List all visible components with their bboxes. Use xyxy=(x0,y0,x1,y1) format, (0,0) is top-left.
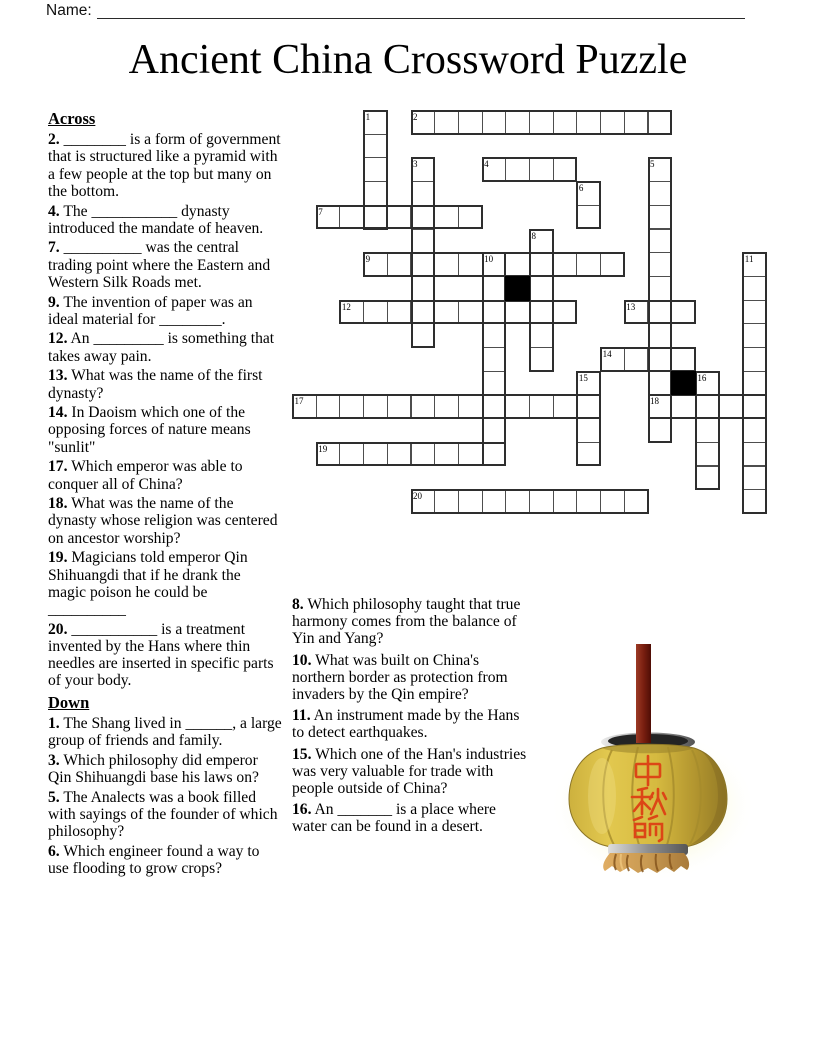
cell-number: 15 xyxy=(578,372,588,383)
grid-cell[interactable] xyxy=(742,347,767,372)
grid-cell[interactable] xyxy=(600,489,625,514)
clue-2: 2. ________ is a form of government that is structured like a pyramid with a few people at the top but many on the bottom. xyxy=(48,131,281,200)
cell-number: 3 xyxy=(413,159,418,170)
grid-cell[interactable] xyxy=(339,205,364,230)
grid-cell[interactable] xyxy=(363,252,388,277)
grid-cell[interactable] xyxy=(742,300,767,325)
grid-cell[interactable] xyxy=(434,110,459,135)
grid-cell[interactable] xyxy=(553,394,578,419)
grid-cell[interactable] xyxy=(742,252,767,277)
grid-cell[interactable] xyxy=(482,110,507,135)
clue-1: 1. The Shang lived in ______, a large group of friends and family. xyxy=(48,714,282,749)
page-title: Ancient China Crossword Puzzle xyxy=(128,37,688,83)
grid-cell[interactable] xyxy=(553,489,578,514)
grid-cell[interactable] xyxy=(576,418,601,443)
grid-cell[interactable] xyxy=(695,418,720,443)
cell-number: 4 xyxy=(484,159,489,170)
grid-cell[interactable] xyxy=(434,489,459,514)
grid-cell[interactable] xyxy=(482,371,507,396)
grid-cell[interactable] xyxy=(553,300,578,325)
grid-cell[interactable] xyxy=(411,394,436,419)
grid-cell[interactable] xyxy=(742,276,767,301)
grid-cell[interactable] xyxy=(576,489,601,514)
grid-cell[interactable] xyxy=(482,276,507,301)
cell-number: 12 xyxy=(341,301,351,312)
clue-9: 9. The invention of paper was an ideal material for ________. xyxy=(48,293,253,328)
grid-cell[interactable] xyxy=(482,252,507,277)
grid-cell[interactable] xyxy=(411,489,436,514)
grid-cell[interactable] xyxy=(529,157,554,182)
left-clue-column xyxy=(48,110,282,880)
grid-cell[interactable] xyxy=(648,252,673,277)
grid-cell[interactable] xyxy=(458,300,483,325)
name-label: Name: xyxy=(46,2,92,19)
grid-cell[interactable] xyxy=(505,394,530,419)
cell-number: 14 xyxy=(602,349,612,359)
grid-cell[interactable] xyxy=(458,252,483,277)
grid-cell[interactable] xyxy=(339,394,364,419)
grid-cell[interactable] xyxy=(576,205,601,230)
grid-cell[interactable] xyxy=(576,371,601,396)
across-heading: Across xyxy=(48,109,96,128)
grid-cell[interactable] xyxy=(411,205,436,230)
grid-cell[interactable] xyxy=(648,418,673,443)
grid-cell[interactable] xyxy=(742,442,767,467)
cell-number: 13 xyxy=(626,301,636,312)
grid-cell[interactable] xyxy=(553,110,578,135)
cell-number: 11 xyxy=(744,254,754,265)
grid-cell[interactable] xyxy=(576,394,601,419)
grid-cell[interactable] xyxy=(695,394,720,419)
grid-cell[interactable] xyxy=(648,371,673,396)
cell-number: 16 xyxy=(697,372,707,383)
clue-8: 8. Which philosophy taught that true harmony comes from the balance of Yin and Yang? xyxy=(292,596,521,648)
cell-number: 1 xyxy=(365,112,371,122)
across-clue-list xyxy=(48,131,282,689)
grid-cell[interactable] xyxy=(458,489,483,514)
lantern-stick xyxy=(636,644,651,743)
grid-cell[interactable] xyxy=(316,394,341,419)
grid-cell[interactable] xyxy=(671,347,696,372)
grid-cell[interactable] xyxy=(529,229,554,254)
cell-number: 2 xyxy=(413,112,418,122)
grid-cell[interactable] xyxy=(671,300,696,325)
grid-cell[interactable] xyxy=(458,205,483,230)
lantern-illustration xyxy=(550,638,780,888)
clue-10: 10. What was built on China's northern border as protection from invaders by the Qin empire? xyxy=(292,651,508,704)
grid-cell[interactable] xyxy=(434,394,459,419)
grid-cell[interactable] xyxy=(742,371,767,396)
clue-11: 11. An instrument made by the Hans to detect earthquakes. xyxy=(292,707,520,742)
grid-cell[interactable] xyxy=(482,157,507,182)
cell-number: 20 xyxy=(413,491,422,502)
grid-cell[interactable] xyxy=(648,157,673,182)
clue-19: 19. Magicians told emperor Qin Shihuangdi that if he drank the magic poison he could be __________ xyxy=(48,549,248,618)
grid-cell[interactable] xyxy=(742,323,767,348)
middle-clue-column xyxy=(292,596,532,840)
grid-cell[interactable] xyxy=(648,110,673,135)
grid-cell[interactable] xyxy=(529,394,554,419)
grid-cell[interactable] xyxy=(411,157,436,182)
grid-cell[interactable] xyxy=(624,300,649,325)
grid-cell[interactable] xyxy=(482,300,507,325)
grid-cell[interactable] xyxy=(363,110,388,135)
grid-cell[interactable] xyxy=(482,489,507,514)
grid-cell[interactable] xyxy=(505,300,530,325)
grid-cell[interactable] xyxy=(671,394,696,419)
grid-cell[interactable] xyxy=(529,252,554,277)
grid-cell[interactable] xyxy=(363,442,388,467)
clue-18: 18. What was the name of the dynasty whose religion was centered on ancestor worship? xyxy=(48,495,278,547)
grid-cell[interactable] xyxy=(339,300,364,325)
grid-cell[interactable] xyxy=(458,442,483,467)
grid-cell[interactable] xyxy=(505,157,530,182)
grid-cell[interactable] xyxy=(363,394,388,419)
grid-cell[interactable] xyxy=(529,489,554,514)
grid-cell[interactable] xyxy=(411,252,436,277)
grid-cell[interactable] xyxy=(411,323,436,348)
clue-20: 20. ___________ is a treatment invented by the Hans where thin needles are inserted in specific parts of your body. xyxy=(48,620,274,690)
grid-cell[interactable] xyxy=(742,418,767,443)
grid-cell[interactable] xyxy=(576,252,601,277)
grid-cell[interactable] xyxy=(742,394,767,419)
grid-cell[interactable] xyxy=(600,252,625,277)
clue-3: 3. Which philosophy did emperor Qin Shihuangdi base his laws on? xyxy=(48,751,259,786)
grid-cell[interactable] xyxy=(529,110,554,135)
grid-cell[interactable] xyxy=(411,181,436,206)
grid-cell[interactable] xyxy=(458,394,483,419)
grid-cell[interactable] xyxy=(648,181,673,206)
clue-7: 7. __________ was the central trading point where the Eastern and Western Silk Roads met. xyxy=(48,239,271,291)
grid-cell[interactable] xyxy=(648,229,673,254)
cell-number: 6 xyxy=(578,183,584,194)
grid-cell-black xyxy=(505,276,530,301)
grid-cell[interactable] xyxy=(695,371,720,396)
grid-cell[interactable] xyxy=(458,110,483,135)
cell-number: 17 xyxy=(294,396,304,407)
grid-cell[interactable] xyxy=(363,300,388,325)
cell-number: 7 xyxy=(318,206,323,217)
grid-cell[interactable] xyxy=(505,110,530,135)
grid-cell[interactable] xyxy=(482,347,507,372)
grid-cell[interactable] xyxy=(387,394,412,419)
cell-number: 19 xyxy=(318,443,328,454)
grid-cell[interactable] xyxy=(576,110,601,135)
grid-cell[interactable] xyxy=(387,300,412,325)
crossword-grid xyxy=(292,110,772,518)
grid-cell[interactable] xyxy=(316,205,341,230)
grid-cell[interactable] xyxy=(482,323,507,348)
grid-cell[interactable] xyxy=(482,394,507,419)
grid-cell[interactable] xyxy=(387,252,412,277)
clue-4: 4. The ___________ dynasty introduced the mandate of heaven. xyxy=(48,202,264,237)
grid-cell[interactable] xyxy=(529,276,554,301)
clue-6: 6. Which engineer found a way to use flooding to grow crops? xyxy=(48,842,260,877)
clue-5: 5. The Analects was a book filled with sayings of the founder of which philosophy? xyxy=(48,788,278,840)
grid-cell[interactable] xyxy=(363,157,388,182)
grid-cell[interactable] xyxy=(363,181,388,206)
grid-cell[interactable] xyxy=(648,323,673,348)
grid-cell[interactable] xyxy=(648,300,673,325)
grid-cell[interactable] xyxy=(434,205,459,230)
grid-cell-black xyxy=(671,371,696,396)
grid-cell[interactable] xyxy=(482,442,507,467)
clue-12: 12. An _________ is something that takes away pain. xyxy=(48,330,275,365)
grid-cell[interactable] xyxy=(505,489,530,514)
grid-cell[interactable] xyxy=(529,323,554,348)
grid-cell[interactable] xyxy=(411,300,436,325)
grid-cell[interactable] xyxy=(529,300,554,325)
grid-cell[interactable] xyxy=(600,347,625,372)
down-clue-list-middle xyxy=(292,596,532,836)
grid-cell[interactable] xyxy=(624,489,649,514)
grid-cell[interactable] xyxy=(387,205,412,230)
grid-cell[interactable] xyxy=(719,394,744,419)
down-clue-list-left xyxy=(48,715,282,877)
grid-cell[interactable] xyxy=(624,110,649,135)
cell-number: 8 xyxy=(531,230,536,241)
cell-number: 18 xyxy=(650,396,659,407)
cell-number: 5 xyxy=(650,159,655,170)
grid-cell[interactable] xyxy=(434,442,459,467)
grid-cell[interactable] xyxy=(553,157,578,182)
grid-cell[interactable] xyxy=(339,442,364,467)
grid-cell[interactable] xyxy=(411,229,436,254)
grid-cell[interactable] xyxy=(529,347,554,372)
grid-cell[interactable] xyxy=(600,110,625,135)
grid-cell[interactable] xyxy=(624,347,649,372)
grid-cell[interactable] xyxy=(482,418,507,443)
name-blank-line[interactable] xyxy=(97,18,745,19)
grid-cell[interactable] xyxy=(292,394,317,419)
clue-17: 17. Which emperor was able to conquer all of China? xyxy=(48,458,243,493)
grid-cell[interactable] xyxy=(742,466,767,491)
grid-cell[interactable] xyxy=(411,110,436,135)
grid-cell[interactable] xyxy=(553,252,578,277)
grid-cell[interactable] xyxy=(576,181,601,206)
grid-cell[interactable] xyxy=(505,252,530,277)
cell-number: 9 xyxy=(365,254,371,265)
grid-cell[interactable] xyxy=(387,442,412,467)
grid-cell[interactable] xyxy=(695,466,720,491)
grid-cell[interactable] xyxy=(648,394,673,419)
grid-cell[interactable] xyxy=(363,205,388,230)
grid-cell[interactable] xyxy=(363,134,388,159)
grid-cell[interactable] xyxy=(648,205,673,230)
down-heading: Down xyxy=(48,692,90,712)
clue-15: 15. Which one of the Han's industries was very valuable for trade with people outside of China? xyxy=(292,745,527,798)
grid-cell[interactable] xyxy=(434,300,459,325)
cell-number: 10 xyxy=(484,254,494,265)
grid-cell[interactable] xyxy=(434,252,459,277)
clue-13: 13. What was the name of the first dynasty? xyxy=(48,367,263,402)
clue-16: 16. An _______ is a place where water can be found in a desert. xyxy=(292,801,496,836)
grid-cell[interactable] xyxy=(695,442,720,467)
grid-cell[interactable] xyxy=(576,442,601,467)
grid-cell[interactable] xyxy=(648,347,673,372)
grid-cell[interactable] xyxy=(648,276,673,301)
grid-cell[interactable] xyxy=(411,276,436,301)
clue-14: 14. In Daoism which one of the opposing forces of nature means "sunlit" xyxy=(48,404,251,456)
grid-cell[interactable] xyxy=(742,489,767,514)
grid-cell[interactable] xyxy=(411,442,436,467)
grid-cell[interactable] xyxy=(316,442,341,467)
